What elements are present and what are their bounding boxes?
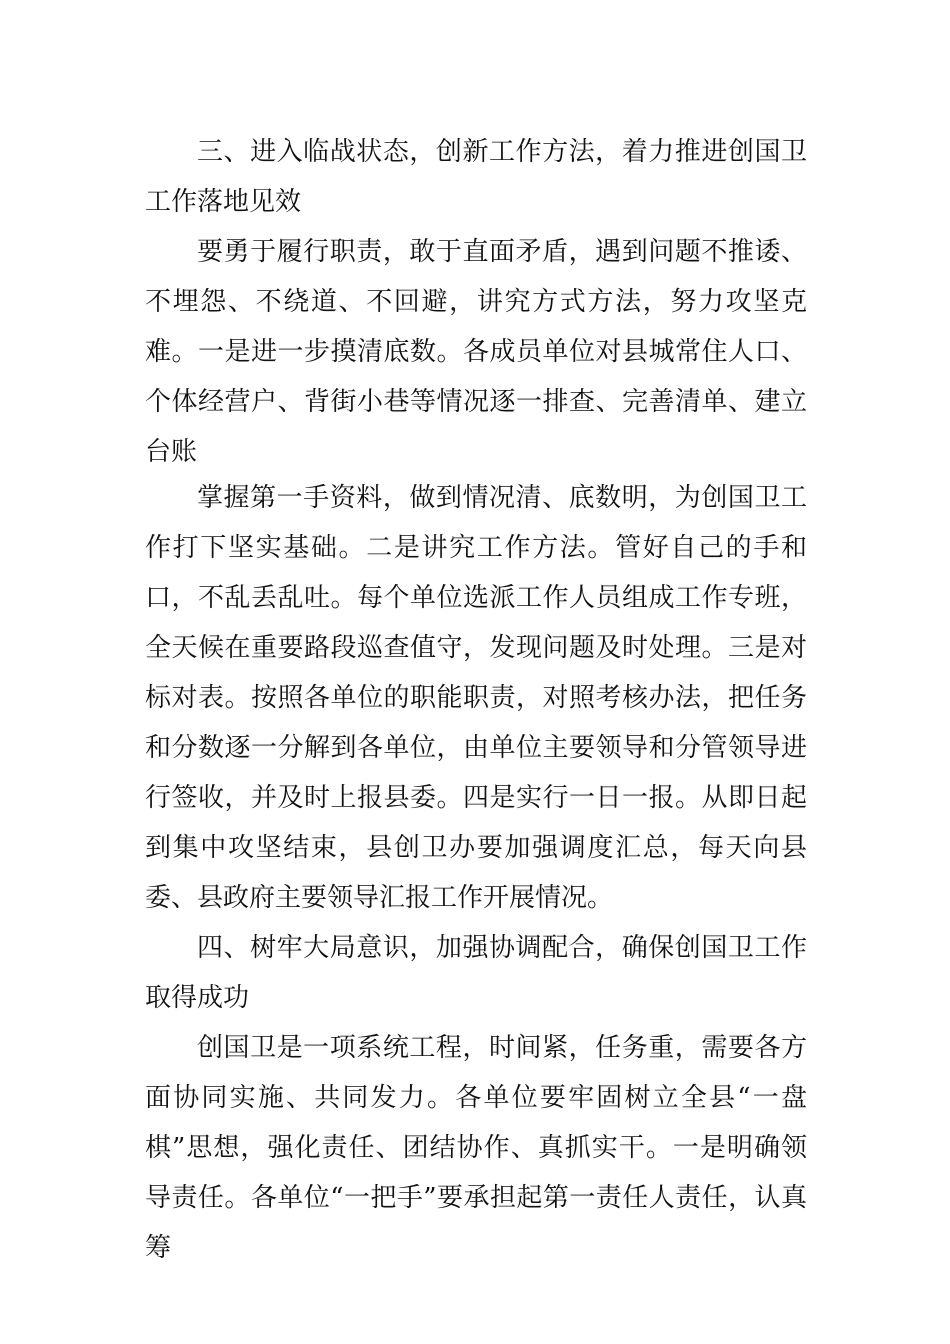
body-paragraph: 掌握第一手资料，做到情况清、底数明，为创国卫工作打下坚实基础。二是讲究工作方法。管好自己的手和口，不乱丢乱吐。每个单位选派工作人员组成工作专班，全天候在重要路段巡查值守，发现问题及时处理。三是对标对表。按照各单位的职能职责，对照考核办法，把任务和分数逐一分解到各单位，由单位主要领导和分管领导进行签收，并及时上报县委。四是实行一日一报。从即日起到集中攻坚结束，县创卫办要加强调度汇总，每天向县委、县政府主要领导汇报工作开展情况。 [145,483,807,913]
text-block-bottom [145,473,807,1273]
section-heading-four: 四、树牢大局意识，加强协调配合，确保创国卫工作取得成功 [145,933,807,1013]
body-paragraph: 创国卫是一项系统工程，时间紧，任务重，需要各方面协同实施、共同发力。各单位要牢固树立全县“一盘棋”思想，强化责任、团结协作、真抓实干。一是明确领导责任。各单位“一把手”要承担起第一责任人责任，认真筹 [145,1033,807,1263]
section-heading-three: 三、进入临战状态，创新工作方法，着力推进创国卫工作落地见效 [145,137,807,217]
text-block-top [145,127,807,477]
body-paragraph: 要勇于履行职责，敢于直面矛盾，遇到问题不推诿、不埋怨、不绕道、不回避，讲究方式方法，努力攻坚克难。一是进一步摸清底数。各成员单位对县城常住人口、个体经营户、背街小巷等情况逐一排查、完善清单、建立台账 [145,237,807,467]
